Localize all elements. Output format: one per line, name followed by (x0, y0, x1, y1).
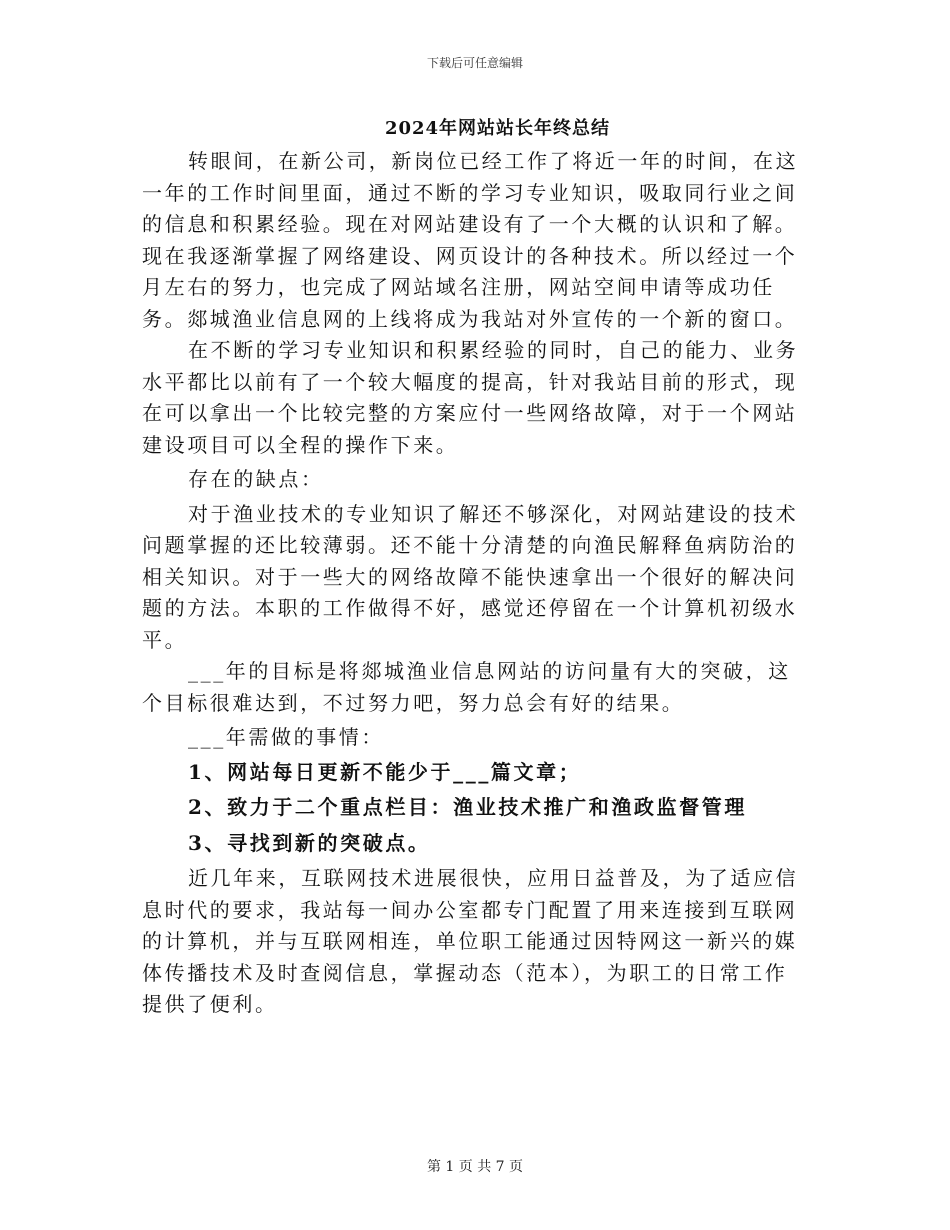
todo-item-2: 2、致力于二个重点栏目：渔业技术推广和渔政监督管理 (188, 795, 747, 819)
paragraph-shortcomings: 对于渔业技术的专业知识了解还不够深化，对网站建设的技术问题掌握的还比较薄弱。还不能十分清楚的向渔民解释鱼病防治的相关知识。对于一些大的网络故障不能快速拿出一个很好的解决问题的方法。本职的工作做得不好，感觉还停留在一个计算机初级水平。 (142, 501, 799, 652)
paragraph-todo-label: ___年需做的事情： (188, 725, 384, 749)
page-header: 下载后可任意编辑 (426, 56, 523, 70)
todo-item-3: 3、寻找到新的突破点。 (188, 830, 431, 855)
paragraph-internet: 近几年来，互联网技术进展很快，应用日益普及，为了适应信息时代的要求，我站每一间办公室都专门配置了用来连接到互联网的计算机，并与互联网相连，单位职工能通过因特网这一新兴的媒体传播技术及时查阅信息，掌握动态（范本），为职工的日常工作提供了便利。 (142, 866, 799, 1016)
document-body (142, 146, 807, 1021)
paragraph-goal: ___年的目标是将郯城渔业信息网站的访问量有大的突破，这个目标很难达到，不过努力吧，努力总会有好的结果。 (142, 659, 791, 715)
paragraph-shortcomings-label: 存在的缺点： (188, 467, 324, 491)
todo-item-1: 1、网站每日更新不能少于___篇文章； (188, 759, 582, 784)
document-title: 2024年网站站长年终总结 (384, 118, 611, 139)
page-footer: 第 1 页 共 7 页 (426, 1159, 524, 1175)
paragraph-progress: 在不断的学习专业知识和积累经验的同时，自己的能力、业务水平都比以前有了一个较大幅度的提高，针对我站目前的形式，现在可以拿出一个比较完整的方案应付一些网络故障，对于一个网站建设项目可以全程的操作下来。 (142, 338, 799, 457)
paragraph-intro: 转眼间，在新公司，新岗位已经工作了将近一年的时间，在这一年的工作时间里面，通过不断的学习专业知识，吸取同行业之间的信息和积累经验。现在对网站建设有了一个大概的认识和了解。现在我逐渐掌握了网络建设、网页设计的各种技术。所以经过一个月左右的努力，也完成了网站域名注册，网站空间申请等成功任务。郯城渔业信息网的上线将成为我站对外宣传的一个新的窗口。 (142, 149, 799, 331)
